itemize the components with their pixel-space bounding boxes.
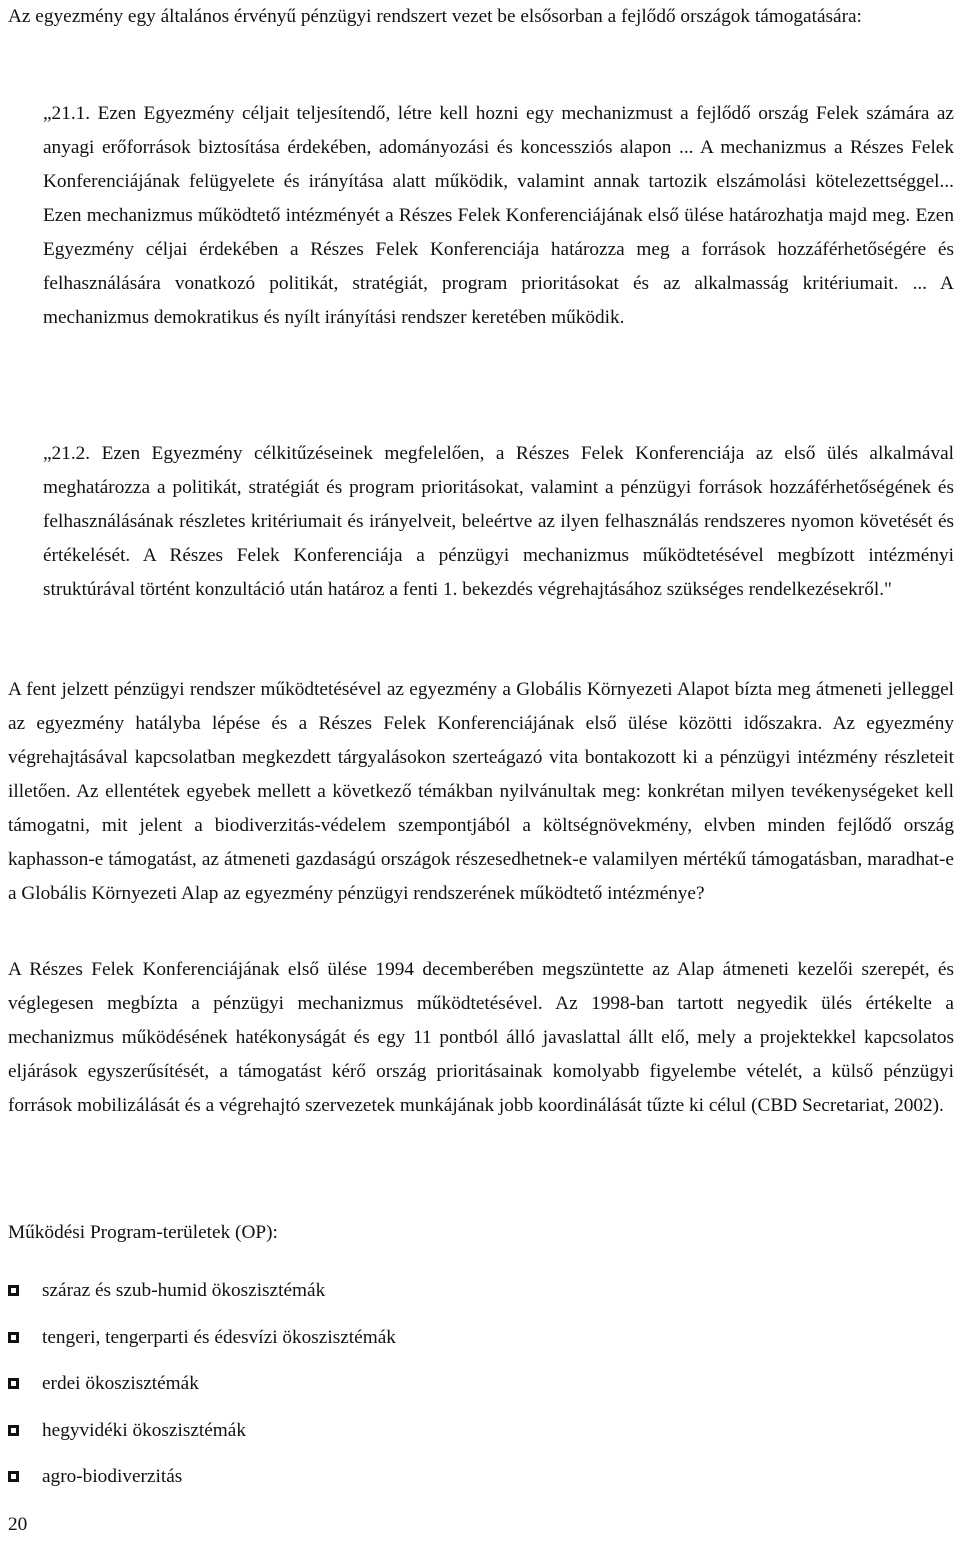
op-list-item	[8, 1274, 908, 1321]
op-list-item	[8, 1367, 908, 1414]
op-list-item	[8, 1414, 908, 1461]
square-bullet-icon	[8, 1285, 19, 1296]
quote-article-21-1: „21.1. Ezen Egyezmény céljait teljesítendő, létre kell hozni egy mechanizmust a fejlődő ország Felek számára az anyagi erőforrások biztosítása érdekében, adományozási és koncessziós alapon ... A mechanizmus a Részes Felek Konferenciájának felügyelete és irányítása alatt működik, valamint annak tartozik elszámolási kötelezettséggel... Ezen mechanizmus működtető intézményét a Részes Felek Konferenciájának első ülése határozhatja majd meg. Ezen Egyezmény céljai érdekében a Részes Felek Konferenciája határozza meg a források hozzáférhetőségére és felhasználására vonatkozó politikát, stratégiát, program prioritásokat és az alkalmasság kritériumait. ... A mechanizmus demokratikus és nyílt irányítási rendszer keretében működik.	[43, 103, 954, 328]
op-item-label: agro-biodiverzitás	[42, 1466, 183, 1487]
op-list	[8, 1274, 908, 1507]
paragraph-global-environment-facility: A fent jelzett pénzügyi rendszer működtetésével az egyezmény a Globális Környezeti Alapot bízta meg átmeneti jelleggel az egyezmény hatályba lépése és a Részes Felek Konferenciájának első ülése közötti időszakra. Az egyezmény végrehajtásával kapcsolatban megkezdett tárgyalásokon szerteágazó vita bontakozott ki a pénzügyi intézmény részleteit illetően. Az ellentétek egyebek mellett a következő témákban nyilvánultak meg: konkrétan milyen tevékenységeket kell támogatni, mit jelent a biodiverzitás-védelem szempontjából a költségnövekmény, elvben minden fejlődő ország kaphasson-e támogatást, az átmeneti gazdaságú országok részesedhetnek-e valamilyen mértékű támogatásban, maradhat-e a Globális Környezeti Alap az egyezmény pénzügyi rendszerének működtető intézménye?	[8, 679, 954, 904]
op-item-label: hegyvidéki ökoszisztémák	[42, 1419, 247, 1441]
op-item-label: erdei ökoszisztémák	[42, 1373, 199, 1394]
paragraph-1994-conference: A Részes Felek Konferenciájának első ülése 1994 decemberében megszüntette az Alap átmeneti kezelői szerepét, és véglegesen megbízta a pénzügyi mechanizmus működtetésével. Az 1998-ban tartott negyedik ülés értékelte a mechanizmus működésének hatékonyságát és egy 11 pontból álló javaslattal állt elő, mely a projektekkel kapcsolatos eljárások egyszerűsítését, a támogatást kérő ország prioritásainak komolyabb figyelembe vételét, a külső pénzügyi források mobilizálását és a végrehajtó szervezetek munkájának jobb koordinálását tűzte ki célul (CBD Secretariat, 2002).	[8, 959, 954, 1116]
square-bullet-icon	[8, 1471, 19, 1482]
op-heading: Működési Program-területek (OP):	[8, 1222, 278, 1243]
op-list-item	[8, 1460, 908, 1507]
square-bullet-icon	[8, 1378, 19, 1389]
op-item-label: tengeri, tengerparti és édesvízi ökoszisztémák	[42, 1326, 396, 1348]
page-number: 20	[8, 1514, 28, 1535]
op-item-label: száraz és szub-humid ökoszisztémák	[42, 1280, 326, 1301]
quote-article-21-2: „21.2. Ezen Egyezmény célkitűzéseinek megfelelően, a Részes Felek Konferenciája az első ülés alkalmával meghatározza a politikát, stratégiát és program prioritásokat, valamint a pénzügyi források hozzáférhetőségének és felhasználásának részletes kritériumait és irányelveit, beleértve az ilyen felhasználás rendszeres nyomon követését és értékelését. A Részes Felek Konferenciája a pénzügyi mechanizmus működtetésével megbízott intézményi struktúrával történt konzultáció után határoz a fenti 1. bekezdés végrehajtásához szükséges rendelkezésekről."	[43, 443, 954, 600]
square-bullet-icon	[8, 1425, 19, 1436]
square-bullet-icon	[8, 1332, 19, 1343]
op-list-item	[8, 1321, 908, 1368]
intro-paragraph: Az egyezmény egy általános érvényű pénzügyi rendszert vezet be elsősorban a fejlődő országok támogatására:	[8, 6, 862, 27]
